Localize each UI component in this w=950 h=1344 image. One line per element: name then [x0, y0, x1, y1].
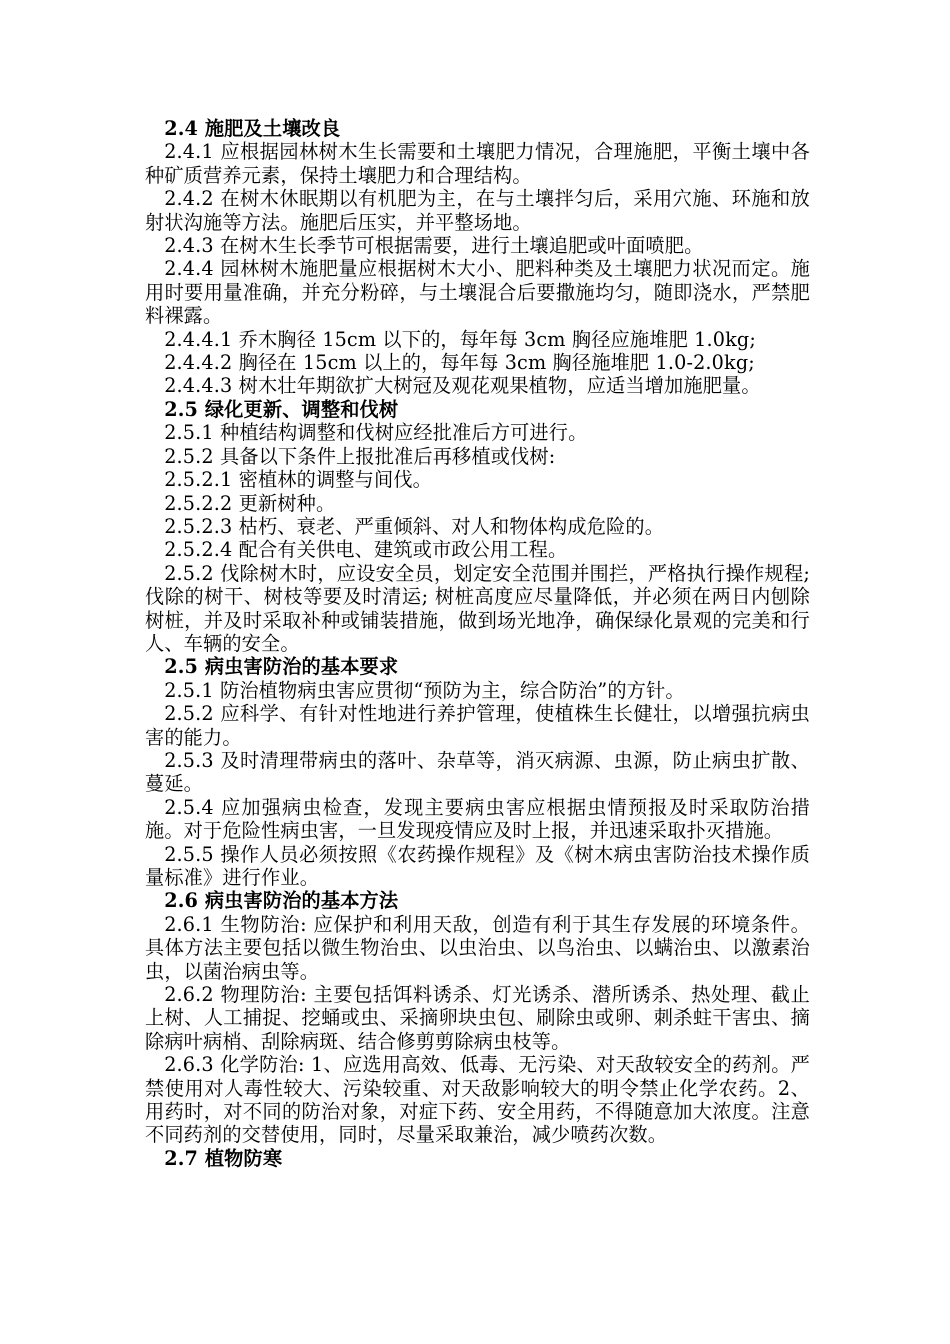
paragraph: 2.4.4 园林树木施肥量应根据树木大小、肥料种类及土壤肥力状况而定。施用时要用量准确，并充分粉碎，与土壤混合后要撒施均匀，随即浇水，严禁肥料裸露。 [145, 257, 810, 328]
paragraph: 2.5.1 防治植物病虫害应贯彻“预防为主，综合防治”的方针。 [164, 678, 685, 702]
paragraph: 2.4.1 应根据园林树木生长需要和土壤肥力情况，合理施肥，平衡土壤中各种矿质营养元素，保持土壤肥力和合理结构。 [145, 140, 810, 187]
paragraph: 2.5.5 操作人员必须按照《农药操作规程》及《树木病虫害防治技术操作质量标准》进行作业。 [145, 842, 810, 889]
section-heading-pest-requirements: 2.5 病虫害防治的基本要求 [164, 655, 399, 679]
paragraph: 2.5.2.2 更新树种。 [164, 491, 336, 515]
paragraph: 2.4.4.1 乔木胸径 15cm 以下的，每年每 3cm 胸径应施堆肥 1.0kg; [164, 327, 756, 351]
paragraph: 2.5.1 种植结构调整和伐树应经批准后方可进行。 [164, 421, 588, 445]
paragraph: 2.5.2 具备以下条件上报批准后再移植或伐树: [164, 444, 556, 468]
section-heading-2-4: 2.4 施肥及土壤改良 [164, 117, 341, 140]
section-heading-2-7: 2.7 植物防寒 [164, 1146, 283, 1170]
paragraph: 2.4.4.2 胸径在 15cm 以上的，每年每 3cm 胸径施堆肥 1.0-2.0kg; [164, 351, 755, 375]
paragraph: 2.5.2.3 枯朽、衰老、严重倾斜、对人和物体构成危险的。 [164, 514, 665, 538]
paragraph: 2.5.2 应科学、有针对性地进行养护管理，使植株生长健壮，以增强抗病虫害的能力。 [145, 702, 810, 749]
paragraph: 2.6.3 化学防治: 1、应选用高效、低毒、无污染、对天敌较安全的药剂。严禁使用对人毒性较大、污染较重、对天敌影响较大的明令禁止化学农药。2、用药时，对不同的防治对象，对症下药、安全用药，不得随意加大浓度。注意不同药剂的交替使用，同时，尽量采取兼治，减少喷药次数。 [145, 1053, 810, 1147]
paragraph: 2.5.4 应加强病虫检查，发现主要病虫害应根据虫情预报及时采取防治措施。对于危险性病虫害，一旦发现疫情应及时上报，并迅速采取扑灭措施。 [145, 795, 810, 843]
section-heading-2-5: 2.5 绿化更新、调整和伐树 [164, 397, 399, 421]
paragraph: 2.5.2.1 密植林的调整与间伐。 [164, 468, 432, 492]
paragraph: 2.6.2 物理防治: 主要包括饵料诱杀、灯光诱杀、潜所诱杀、热处理、截止上树、人工捕捉、挖蛹或虫、采摘卵块虫包、刷除虫或卵、刺杀蛀干害虫、摘除病叶病梢、刮除病斑、结合修剪剪除病虫枝等。 [145, 983, 810, 1053]
paragraph: 2.4.2 在树木休眠期以有机肥为主，在与土壤拌匀后，采用穴施、环施和放射状沟施等方法。施肥后压实，并平整场地。 [145, 187, 810, 234]
paragraph: 2.5.3 及时清理带病虫的落叶、杂草等，消灭病源、虫源，防止病虫扩散、蔓延。 [145, 748, 810, 796]
paragraph: 2.5.2.4 配合有关供电、建筑或市政公用工程。 [164, 538, 568, 562]
section-heading-2-6: 2.6 病虫害防治的基本方法 [164, 889, 399, 913]
paragraph: 2.6.1 生物防治: 应保护和利用天敌，创造有利于其生存发展的环境条件。具体方法主要包括以微生物治虫、以虫治虫、以鸟治虫、以螨治虫、以激素治虫，以菌治病虫等。 [145, 912, 810, 983]
paragraph: 2.5.2 伐除树木时，应设安全员，划定安全范围并围拦，严格执行操作规程; 伐除的树干、树枝等要及时清运; 树桩高度应尽量降低，并必须在两日内刨除树桩，并及时采取补种或铺装措施，做到场光地净，确保绿化景观的完美和行人、车辆的安全。 [145, 561, 817, 655]
paragraph: 2.4.4.3 树木壮年期欲扩大树冠及观花观果植物，应适当增加施肥量。 [164, 374, 761, 398]
document-page [145, 117, 817, 1170]
paragraph: 2.4.3 在树木生长季节可根据需要，进行土壤追肥或叶面喷肥。 [164, 234, 704, 258]
